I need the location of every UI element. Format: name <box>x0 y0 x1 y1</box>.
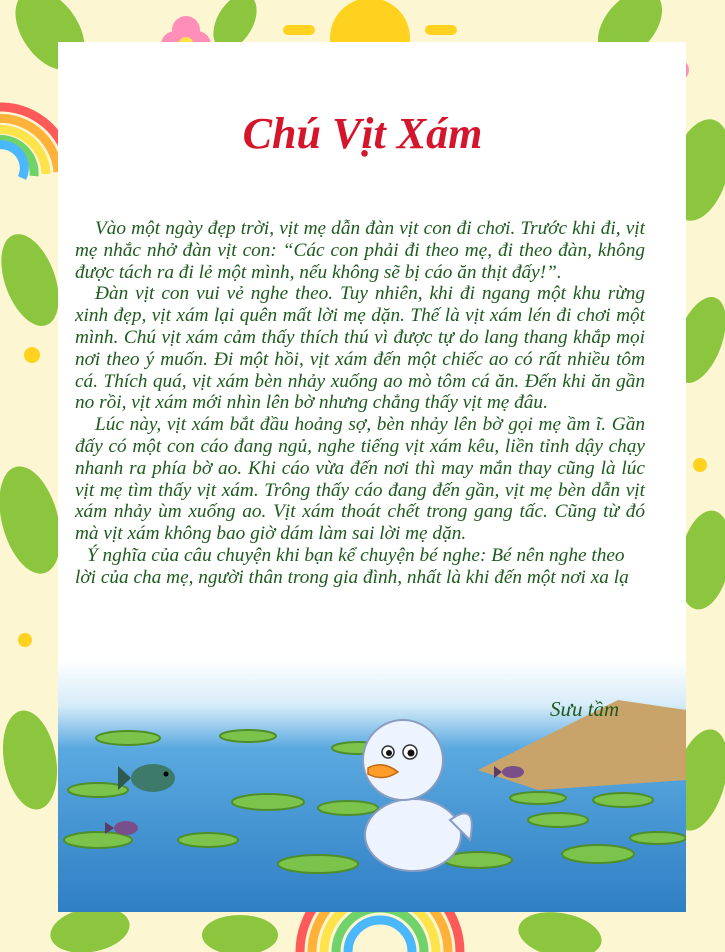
story-moral: Ý nghĩa của câu chuyện khi bạn kể chuyện bé nghe: Bé nên nghe theo lời của cha mẹ, người thân trong gia đình, nhất là khi đến một nơi xa lạ <box>75 544 629 588</box>
story-title: Chú Vịt Xám <box>242 109 483 158</box>
story-paragraph: Đàn vịt con vui vẻ nghe theo. Tuy nhiên, khi đi ngang một khu rừng xinh đẹp, vịt xám lại quên mất lời mẹ dặn. Thế là vịt xám lén đi chơi một mình. Chú vịt xám cảm thấy thích thú vì được tự do lang thang khắp mọi nơi theo ý muốn. Đi một hồi, vịt xám đến một chiếc ao có rất nhiều tôm cá. Thích quá, vịt xám bèn nhảy xuống ao mò tôm cá ăn. Đến khi ăn gần no rồi, vịt xám mới nhìn lên bờ nhưng chẳng thấy vịt mẹ đâu. <box>75 283 645 414</box>
story-paragraph: Vào một ngày đẹp trời, vịt mẹ dẫn đàn vịt con đi chơi. Trước khi đi, vịt mẹ nhắc nhở đàn vịt con: “Các con phải đi theo mẹ, đi theo đàn, không được tách ra đi lẻ một mình, nếu không sẽ bị cáo ăn thịt đấy!”. <box>75 218 645 283</box>
story-body <box>75 218 645 589</box>
story-credit: Sưu tầm <box>550 697 620 721</box>
story-paragraph: Lúc này, vịt xám bắt đầu hoảng sợ, bèn nhảy lên bờ gọi mẹ ầm ĩ. Gần đấy có một con cáo đang ngủ, nghe tiếng vịt xám kêu, liền tỉnh dậy chạy nhanh ra phía bờ ao. Khi cáo vừa đến nơi thì may mắn thay cũng là lúc vịt mẹ tìm thấy vịt xám. Trông thấy cáo đang đến gần, vịt mẹ bèn dẫn vịt xám nhảy ùm xuống ao. Vịt xám thoát chết trong gang tấc. Cũng từ đó mà vịt xám không bao giờ dám làm sai lời mẹ dặn. <box>75 414 645 545</box>
